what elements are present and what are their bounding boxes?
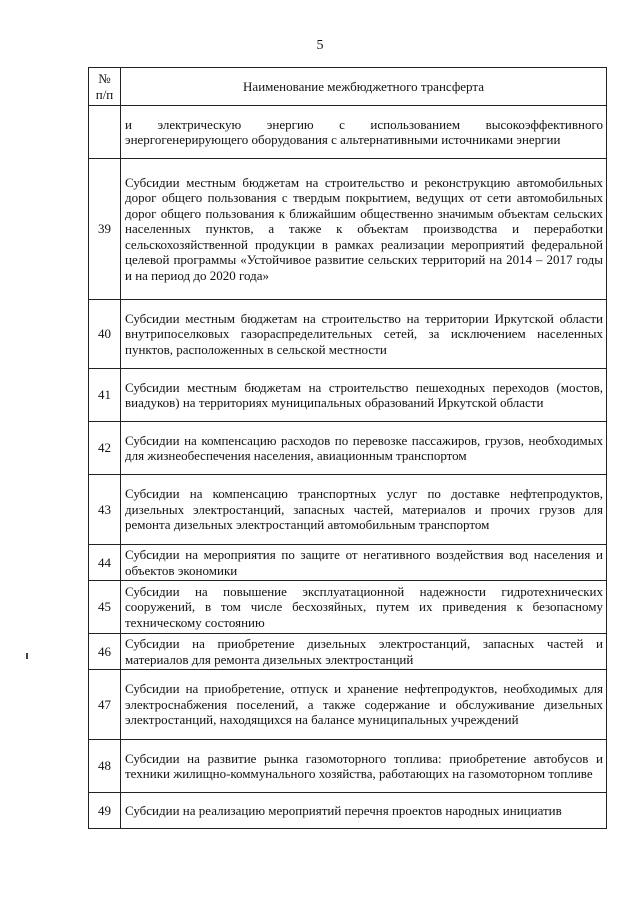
table-row bbox=[89, 634, 607, 670]
table-row bbox=[89, 159, 607, 300]
table-row bbox=[89, 581, 607, 634]
table-row bbox=[89, 422, 607, 475]
table-row bbox=[89, 740, 607, 793]
table-row bbox=[89, 300, 607, 369]
table-row bbox=[89, 106, 607, 159]
row-number: 49 bbox=[89, 793, 121, 829]
row-number bbox=[89, 106, 121, 159]
row-text: Субсидии на компенсацию расходов по перевозке пассажиров, грузов, необходимых для жизнеобеспечения населения, авиационным транспортом bbox=[121, 422, 607, 475]
row-number: 42 bbox=[89, 422, 121, 475]
row-number: 43 bbox=[89, 475, 121, 545]
transfers-table bbox=[88, 67, 607, 829]
row-number: 44 bbox=[89, 545, 121, 581]
row-number: 46 bbox=[89, 634, 121, 670]
header-number-abbrev: п/п bbox=[95, 86, 114, 102]
row-text: Субсидии на компенсацию транспортных услуг по доставке нефтепродуктов, дизельных электростанций, запасных частей, материалов и прочих грузов для ремонта дизельных электростанций автомобильным транспортом bbox=[121, 475, 607, 545]
row-text: Субсидии на приобретение, отпуск и хранение нефтепродуктов, необходимых для электроснабжения поселений, а также содержание и обслуживание дизельных электростанций, находящихся на балансе муниципальных учреждений bbox=[121, 670, 607, 740]
row-text: Субсидии на приобретение дизельных электростанций, запасных частей и материалов для ремонта дизельных электростанций bbox=[121, 634, 607, 670]
row-text: Субсидии на мероприятия по защите от негативного воздействия вод населения и объектов экономики bbox=[121, 545, 607, 581]
row-text: Субсидии на повышение эксплуатационной надежности гидротехнических сооружений, в том числе бесхозяйных, путем их приведения к безопасному техническому состоянию bbox=[121, 581, 607, 634]
row-text: Субсидии местным бюджетам на строительство пешеходных переходов (мостов, виадуков) на территориях муниципальных образований Иркутской области bbox=[121, 369, 607, 422]
row-number: 48 bbox=[89, 740, 121, 793]
table-row bbox=[89, 545, 607, 581]
header-number-symbol: № bbox=[98, 71, 111, 86]
table-row bbox=[89, 369, 607, 422]
row-text: Субсидии местным бюджетам на строительство на территории Иркутской области внутрипоселковых газораспределительных сетей, за исключением населенных пунктов, расположенных в сельской местности bbox=[121, 300, 607, 369]
table-row bbox=[89, 475, 607, 545]
row-text: Субсидии на реализацию мероприятий перечня проектов народных инициатив bbox=[121, 793, 607, 829]
scan-artifact-mark bbox=[26, 653, 28, 659]
page-number: 5 bbox=[316, 38, 324, 53]
row-number: 39 bbox=[89, 159, 121, 300]
row-number: 45 bbox=[89, 581, 121, 634]
row-text: Субсидии на развитие рынка газомоторного топлива: приобретение автобусов и техники жилищно-коммунального хозяйства, работающих на газомоторном топливе bbox=[121, 740, 607, 793]
row-number: 40 bbox=[89, 300, 121, 369]
row-text: и электрическую энергию с использованием высокоэффективного энергогенерирующего оборудования с альтернативными источниками энергии bbox=[121, 106, 607, 159]
header-title: Наименование межбюджетного трансферта bbox=[121, 68, 607, 106]
table-row bbox=[89, 670, 607, 740]
row-number: 47 bbox=[89, 670, 121, 740]
table-header-row bbox=[89, 68, 607, 106]
row-text: Субсидии местным бюджетам на строительство и реконструкцию автомобильных дорог общего пользования с твердым покрытием, ведущих от сети автомобильных дорог общего пользования к ближайшим общественно значимым объектам сельских населенных пунктов, а также к объектам производства и переработки сельскохозяйственной продукции в рамках реализации мероприятий федеральной целевой программы «Устойчивое развитие сельских территорий на 2014 – 2017 годы и на период до 2020 года» bbox=[121, 159, 607, 300]
header-number-column bbox=[89, 68, 121, 106]
table-row bbox=[89, 793, 607, 829]
row-number: 41 bbox=[89, 369, 121, 422]
